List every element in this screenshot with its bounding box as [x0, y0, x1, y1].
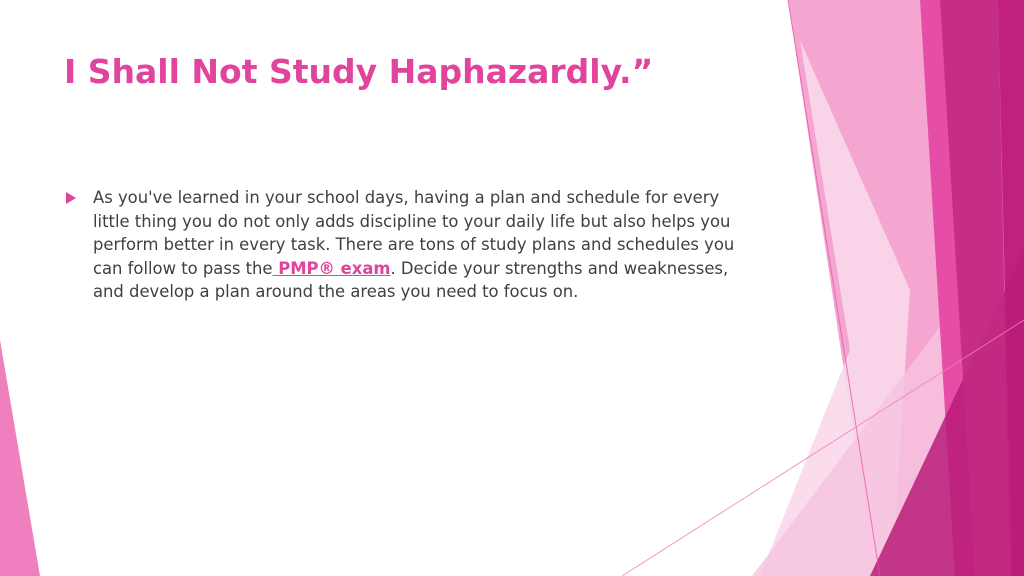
triangle-right-icon: [66, 192, 76, 204]
bullet-list: [66, 186, 756, 304]
body-text-after-link: . Decide your strengths and weaknesses, and develop a plan around the areas you need to focus on.: [93, 258, 729, 301]
slide-title: I Shall Not Study Haphazardly.”: [64, 52, 654, 91]
body-text-before-link: As you've learned in your school days, having a plan and schedule for every little thing you do not only adds discipline to your daily life but also helps you perform better in every task. There are tons of study plans and schedules you can follow to pass the: [93, 188, 735, 278]
left-edge-shape: [0, 340, 40, 576]
bullet-item: [66, 186, 756, 304]
pmp-exam-link[interactable]: PMP® exam: [272, 258, 391, 278]
